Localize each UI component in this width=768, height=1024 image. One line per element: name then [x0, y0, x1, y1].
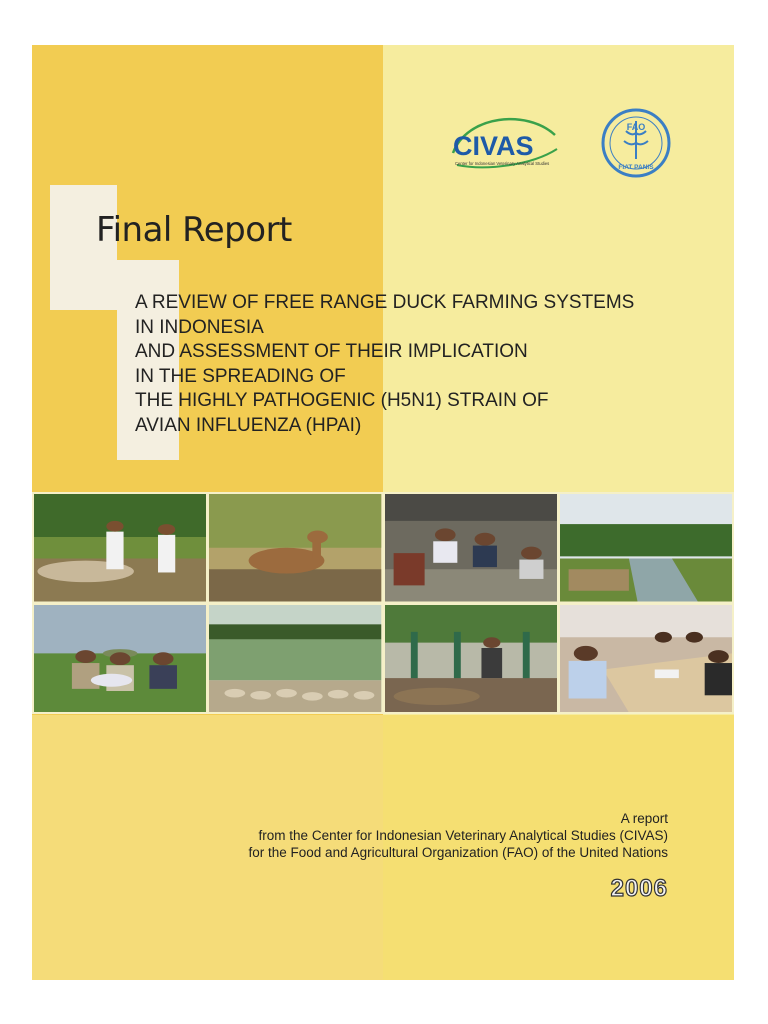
fao-logo	[600, 107, 672, 179]
subtitle-line: A REVIEW OF FREE RANGE DUCK FARMING SYSTEMS	[135, 292, 635, 313]
report-cover	[32, 45, 734, 980]
civas-logo-text: CIVAS	[453, 131, 534, 161]
subtitle-line: IN THE SPREADING OF	[135, 365, 346, 387]
attribution-line: from the Center for Indonesian Veterinary Analytical Studies (CIVAS)	[258, 828, 668, 843]
subtitle-line: IN INDONESIA	[135, 316, 264, 338]
fao-logo-text: FAO	[626, 122, 646, 132]
photo-duck-in-grass	[209, 494, 381, 602]
photo-grid	[32, 492, 734, 714]
photo-farmers-in-field	[34, 605, 206, 713]
subtitle-line: THE HIGHLY PATHOGENIC (H5N1) STRAIN OF	[135, 390, 549, 411]
subtitle-line: AND ASSESSMENT OF THEIR IMPLICATION	[135, 341, 528, 362]
report-year: 2006	[610, 875, 668, 902]
photo-canal-landscape	[560, 494, 732, 602]
civas-logo-caption: Center for Indonesian Veterinary Analytical Studies	[455, 161, 550, 166]
photo-ducks-rice-field	[209, 605, 381, 713]
subtitle-line: AVIAN INFLUENZA (HPAI)	[135, 414, 362, 436]
photo-farmers-with-ducks	[34, 494, 206, 602]
photo-ducks-yard	[385, 605, 557, 713]
attribution-line: A report	[620, 811, 668, 826]
photo-farmers-sitting	[385, 494, 557, 602]
decorative-bracket-middle	[50, 260, 117, 310]
fao-logo-motto: FIAT PANIS	[618, 164, 654, 171]
report-attribution	[249, 810, 668, 861]
photo-meeting	[560, 605, 732, 713]
civas-logo	[447, 107, 562, 177]
report-title: Final Report	[96, 210, 292, 250]
report-subtitle	[135, 291, 695, 438]
attribution-line: for the Food and Agricultural Organization (FAO) of the United Nations	[248, 845, 668, 860]
